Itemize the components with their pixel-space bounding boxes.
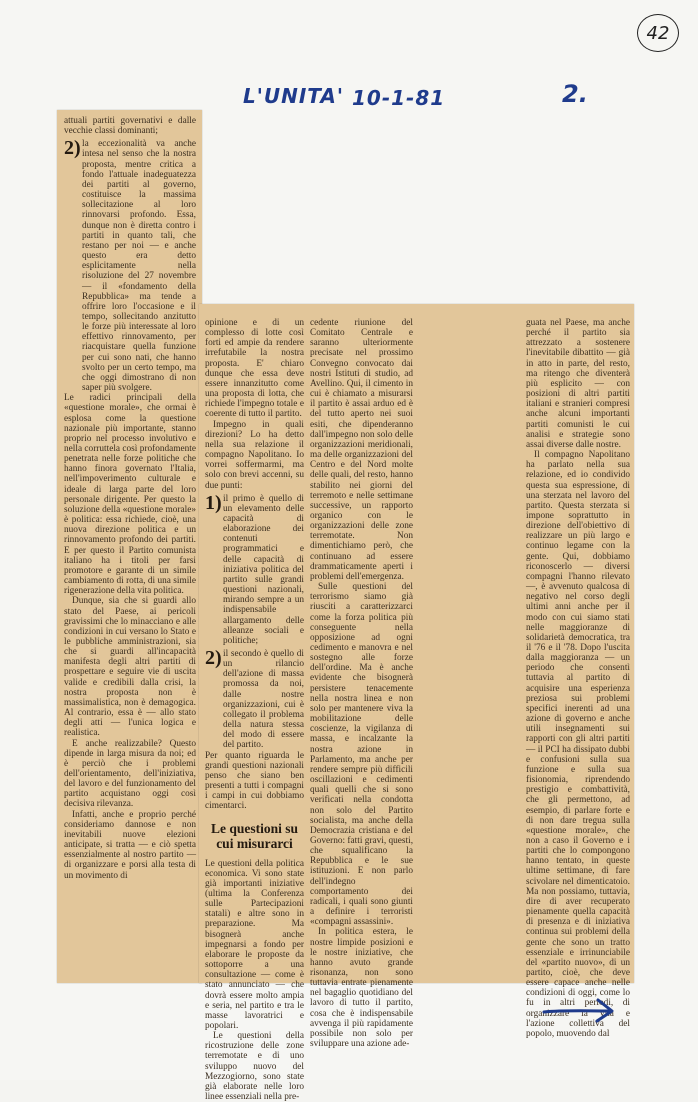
- point-number: 2): [205, 647, 222, 669]
- article-paragraph: cedente riunione del Comitato Centrale e saranno ulteriormente precisate nel prossimo Convegno convocato dai nostri Istituti di studio, ad Avellino. Qui, il cimento in cui è chiamato a misurarsi il partito è assai arduo ed è del tutto aperto nei suoi esiti, che dipenderanno dall'impegno non solo delle organizzazioni meridionali, ma delle organizzazioni del Centro e del Nord molte delle quali, del resto, hanno stabilito nei giorni del terremoto e nelle settimane successive, un rapporto organico con le organizzazioni delle zone terremotate. Non dimentichiamo però, che continuano ad essere drammaticamente aperti i problemi dell'emergenza.: [310, 318, 413, 582]
- article-paragraph: Infatti, anche e proprio perché consideriamo dannose e non inevitabili nuove elezioni anticipate, si tratta — e ciò spetta essenzialmente al nostro partito — di organizzare e porsi alla testa di un movimento di: [64, 809, 196, 881]
- point-number: 2): [64, 137, 81, 160]
- article-paragraph: Le radici principali della «questione morale», che ormai è esplosa come la questione nazionale più importante, stanno proprio nel processo involutivo e nella corruttela così profondamente penetrata nelle forze politiche che hanno finora governato l'Italia, nell'impoverimento culturale e ideale di larga parte del loro personale dirigente. Per questo la soluzione della «questione morale» è politica: essa richiede, cioè, una nuova direzione politica e un rinnovamento profondo dei partiti. E per questo il Partito comunista italiano ha i titoli per farsi promotore e garante di un simile cambiamento di rotta, di una simile rigenerazione della vita politica.: [64, 393, 196, 597]
- article-paragraph: Impegno in quali direzioni? Lo ha detto nella sua relazione il compagno Napolitano. Io vorrei soffermarmi, ma solo con brevi accenni, su due punti:: [205, 419, 304, 491]
- point-number: 1): [205, 491, 222, 514]
- article-paragraph: Le questioni della politica economica. Vi sono state già importanti iniziative (ultima la Conferenza sulle Partecipazioni statali) e altre sono in preparazione. Ma bisognerà anche impegnarsi a fondo per elaborare le proposte da sottoporre a una consultazione — come è stato annunciato — che dovrà essere molto ampia e seria, nel partito e tra le masse lavoratrici e popolari.: [205, 858, 304, 1031]
- right-arrow-icon: [540, 990, 620, 1030]
- article-paragraph: Il compagno Napolitano ha parlato nella sua relazione, ed io condivido questa sua espressione, di una sterzata nel lavoro del partito. Questa sterzata si impone soprattutto in direzione dell'obiettivo di realizzare un più largo e continuo legame con la gente. Qui, dobbiamo riconoscerlo — diversi compagni l'hanno rilevato —, è avvenuto qualcosa di negativo nel corso degli ultimi anni anche per il modo con cui siamo stati nelle maggioranze di solidarietà democratica, tra il '76 e il '78. Dopo l'uscita dalla maggioranza — un periodo che consentì tuttavia al partito di acquisire una esperienza preziosa sui problemi specifici inerenti ad una azione di governo e anche utili insegnamenti sui rapporti con gli altri partiti — il PCI ha dissipato dubbi e confusioni sulla sua funzione e sulla sua fisionomia, riprendendo prestigio e combattività, che gli permettono, ad esempio, di parlare forte e di non dare tregua sulla «questione morale», che non a caso il Governo e i partiti che lo compongono hanno tentato, in queste ultime settimane, di fare scivolare nel dimenticatoio. Ma non possiamo, tuttavia, dire di aver recuperato pienamente quella capacità di presenza e di iniziativa continua sui problemi della gente che sono un tratto essenziale e irrinunciabile del «partito nuovo», di un partito, cioè, che deve essere capace anche nelle condizioni di oggi, come lo fu in altri periodi, di organizzare la vita e l'azione collettiva del popolo, muovendo dal: [526, 450, 630, 1039]
- handwritten-note: 2.: [562, 80, 588, 108]
- article-paragraph: In politica estera, le nostre limpide posizioni e le nostre iniziative, che hanno avuto grande risonanza, non sono tuttavia entrate pienamente nel bagaglio quotidiano del lavoro di tutto il partito, cosa che è indispensabile avvenga il più rapidamente possibile non solo per sviluppare una azione ade-: [310, 927, 413, 1050]
- article-paragraph: E anche realizzabile? Questo dipende in larga misura da noi; ed è perciò che i problemi dell'orientamento, dell'iniziativa, del lavoro e del funzionamento del partito acquistano oggi così decisiva rilevanza.: [64, 738, 196, 810]
- point-text: la eccezionalità va anche intesa nel senso che la nostra proposta, mentre critica a fondo l'attuale inadeguatezza dei partiti al governo, costituisce la massima sollecitazione al loro rinnovarsi profondo. Essa, dunque non è diretta contro i partiti in quanto tali, che restano per noi — e anche questo era detto esplicitamente nella risoluzione del 27 novembre — il «fondamento della Repubblica» ma tende a offrire loro l'occasione e il tempo, sollecitando anzitutto le forze più interessate al loro effettivo rinnovamento, per riacquistare quella funzione per cui sono nati, che hanno svolto per un certo tempo, ma che oggi dimostrano di non saper più svolgere.: [82, 139, 196, 394]
- page-number-circle: [637, 14, 679, 52]
- page-number: 42: [646, 22, 670, 44]
- article-paragraph: Per quanto riguarda le grandi questioni nazionali penso che siano ben presenti a tutti i compagni i campi in cui dobbiamo cimentarci.: [205, 750, 304, 812]
- handwritten-date: 10-1-81: [352, 86, 446, 110]
- article-column-2: [205, 318, 304, 1102]
- handwritten-source: L'UNITA': [243, 84, 344, 108]
- section-heading: Le questioni su cui misurarci: [210, 820, 299, 851]
- numbered-point: [205, 649, 304, 751]
- article-column-4: [526, 318, 630, 1039]
- article-paragraph: opinione e di un complesso di lotte così forti ed ampie da rendere irrefutabile la nostra proposta. E' chiaro dunque che essa deve essere innanzitutto come una proposta di lotta, che richiede l'impegno totale e coerente di tutto il partito.: [205, 318, 304, 420]
- numbered-point: [205, 491, 304, 646]
- point-text: il secondo è quello di un rilancio dell'azione di massa promossa da noi, dalle nostre organizzazioni, cui è collegato il problema della natura stessa del modo di essere del partito.: [223, 649, 304, 751]
- numbered-point: [64, 139, 196, 393]
- article-column-3: [310, 318, 414, 1050]
- article-column-1: [64, 116, 196, 976]
- article-paragraph: Dunque, sia che si guardi allo stato del Paese, ai pericoli gravissimi che lo minacciano e alle condizioni in cui versano lo Stato e le pubbliche amministrazioni, sia che si guardi all'incapacità manifesta degli altri partiti di prospettare e seguire vie di uscita valide e credibili dalla crisi, la nostra proposta non è massimalistica, non è demagogica. Al contrario, essa è — allo stato degli atti — l'unica logica e realistica.: [64, 596, 196, 739]
- article-paragraph: Sulle questioni del terrorismo siamo già riusciti a caratterizzarci come la forza politica più conseguente nella opposizione ad ogni cedimento e manovra e nel sostegno alle forze dell'ordine. Ma è anche evidente che bisognerà persistere tenacemente nella nostra linea e non solo per mantenere viva la mobilitazione delle coscienze, la vigilanza di massa, e incalzante la nostra azione in Parlamento, ma anche per rendere sempre più difficili oscillazioni e cedimenti quali quelli che si sono verificati nella condotta non solo del Partito socialista, ma anche della Democrazia cristiana e del Governo: fatti gravi, questi, che squalificano la Repubblica e le sue istituzioni. E non parlo dell'indegno comportamento dei radicali, i quali sono giunti a definire i terroristi «compagni assassini».: [310, 582, 414, 928]
- article-paragraph: attuali partiti governativi e dalle vecchie classi dominanti;: [64, 116, 196, 137]
- article-paragraph: guata nel Paese, ma anche perché il partito sia attrezzato a sostenere l'inevitabile dibattito — già in atto in parte, del resto, ma ritengo che diventerà più esplicito — con posizioni di altri partiti italiani e stranieri compresi anche alcuni importanti partiti comunisti le cui analisi e strategie sono assai diverse dalle nostre.: [526, 318, 630, 450]
- point-text: il primo è quello di un elevamento delle capacità di elaborazione dei contenuti programmatici e delle capacità di iniziativa politica del partito sulle grandi questioni nazionali, mirando sempre a un indispensabile allargamento delle alleanze sociali e politiche;: [223, 493, 304, 646]
- article-paragraph: Le questioni della ricostruzione delle zone terremotate e di uno sviluppo nuovo del Mezzogiorno, sono state già elaborate nelle loro linee essenziali nella pre-: [205, 1031, 304, 1102]
